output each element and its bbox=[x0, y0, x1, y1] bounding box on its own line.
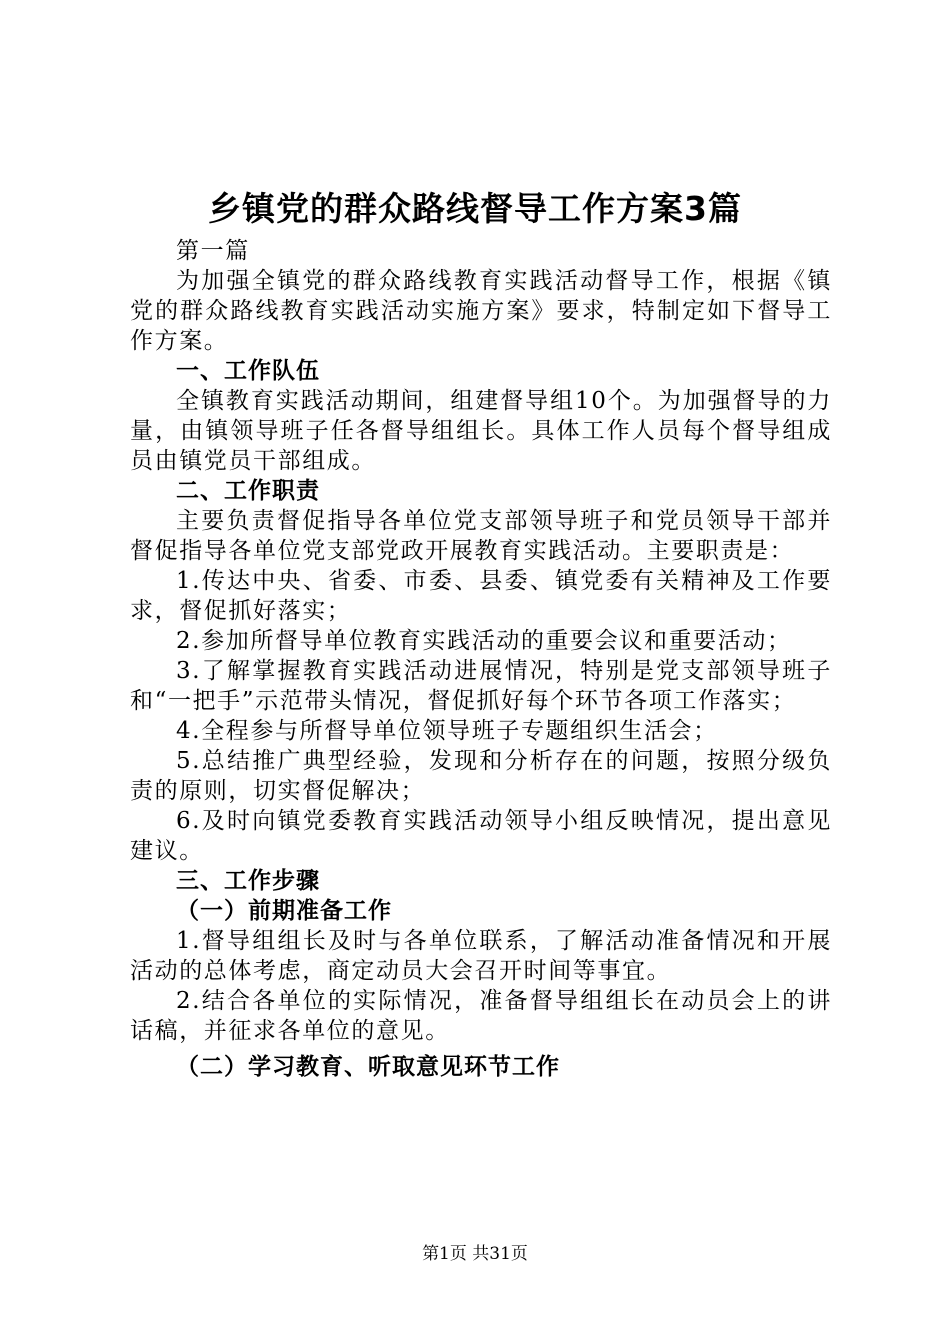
document-body bbox=[130, 236, 832, 1082]
heading-work-duties: 二、工作职责 bbox=[176, 478, 320, 504]
list-item-duty-1: 1.传达中央、省委、市委、县委、镇党委有关精神及工作要求，督促抓好落实； bbox=[130, 568, 832, 624]
paragraph-section-label: 第一篇 bbox=[176, 238, 250, 264]
list-item-duty-4: 4.全程参与所督导单位领导班子专题组织生活会； bbox=[176, 718, 718, 744]
paragraph-intro: 为加强全镇党的群众路线教育实践活动督导工作，根据《镇党的群众路线教育实践活动实施方案》要求，特制定如下督导工作方案。 bbox=[130, 268, 832, 354]
list-item-duty-3: 3.了解掌握教育实践活动进展情况，特别是党支部领导班子和“一把手”示范带头情况，督促抓好每个环节各项工作落实； bbox=[130, 658, 832, 714]
list-item-duty-2: 2.参加所督导单位教育实践活动的重要会议和重要活动； bbox=[176, 628, 792, 654]
page-footer: 第1页 共31页 bbox=[422, 1244, 528, 1264]
paragraph-work-team: 全镇教育实践活动期间，组建督导组10个。为加强督导的力量，由镇领导班子任各督导组组长。具体工作人员每个督导组成员由镇党员干部组成。 bbox=[130, 388, 832, 474]
heading-preparation: （一）前期准备工作 bbox=[176, 898, 392, 924]
list-item-duty-6: 6.及时向镇党委教育实践活动领导小组反映情况，提出意见建议。 bbox=[130, 808, 832, 864]
list-item-duty-5: 5.总结推广典型经验，发现和分析存在的问题，按照分级负责的原则，切实督促解决； bbox=[130, 748, 832, 804]
heading-work-steps: 三、工作步骤 bbox=[176, 868, 320, 894]
document-title: 乡镇党的群众路线督导工作方案3篇 bbox=[208, 189, 742, 228]
paragraph-duties-intro: 主要负责督促指导各单位党支部领导班子和党员领导干部并督促指导各单位党支部党政开展教育实践活动。主要职责是： bbox=[130, 508, 832, 564]
list-item-preparation-2: 2.结合各单位的实际情况，准备督导组组长在动员会上的讲话稿，并征求各单位的意见。 bbox=[130, 988, 832, 1044]
heading-learning-stage: （二）学习教育、听取意见环节工作 bbox=[176, 1054, 560, 1080]
list-item-preparation-1: 1.督导组组长及时与各单位联系，了解活动准备情况和开展活动的总体考虑，商定动员大会召开时间等事宜。 bbox=[130, 928, 832, 984]
heading-work-team: 一、工作队伍 bbox=[176, 358, 320, 384]
